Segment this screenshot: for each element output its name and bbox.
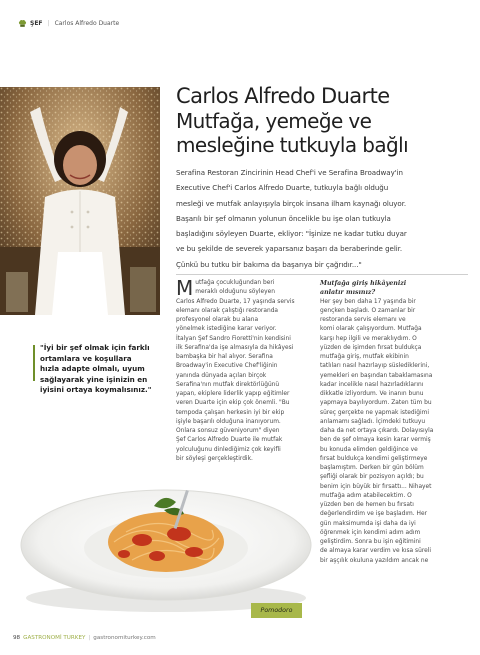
body-line: İtalyan Şef Sandro Fioretti'nin kendisini [176, 335, 291, 342]
lead-line: Executive Chef'i Carlos Alfredo Duarte, tutkuyla bağlı olduğu [176, 183, 389, 193]
lead-line: mesleği ve mutfak anlayışıyla birçok insana ilham kaynağı oluyor. [176, 198, 407, 208]
body-line: gün maksimumda işi daha da iyi [320, 520, 416, 527]
body-line: geliştirdim. Sonra bu işin eğitimini [320, 539, 421, 545]
footer-separator: | [88, 635, 91, 641]
body-line: Serafina'nın mutfak direktörlüğünü [176, 381, 280, 388]
body-line: yönelmek istediğine karar veriyor. [176, 326, 277, 333]
lead-line: Başarılı bir şef olmanın yolunun öncelikle bu işe olan tutkuyla [176, 213, 391, 223]
body-line: yemekleri en başından tabaklamasına [320, 372, 433, 379]
lead-paragraph [176, 165, 468, 272]
body-line: tatlıları nasıl hazırlayıp süslediklerini, [320, 363, 430, 370]
pull-quote [40, 343, 165, 396]
body-line: restoranda servis elemanı ve [320, 317, 406, 323]
body-line: Onlara sonsuz güveniyorum" diyen [176, 428, 280, 434]
divider [176, 274, 468, 275]
body-line: veren Duarte için ekip çok önemli. "Bu [176, 400, 290, 407]
body-line: yapmaya bayılıyordum. Zaten tüm bu [320, 400, 432, 407]
body-line: öğrenmek için kendimi adım adım [320, 529, 421, 536]
lead-line: başladığını söyleyen Duarte, ekliyor: "İşinize ne kadar tutku duyar [176, 229, 407, 239]
body-column-2 [320, 279, 470, 566]
body-column-1 [176, 276, 306, 464]
body-line: bir söyleşi gerçekleştirdik. [176, 455, 253, 462]
body-line: bu konuda elimden geldiğince ve [320, 446, 418, 453]
body-line: mutfağa adım atabilecektim. O [320, 492, 412, 499]
header-person: Carlos Alfredo Duarte [54, 19, 120, 27]
body-line: utfağa çocukluğundan beri [195, 280, 275, 286]
photo-caption: Pomodoro [251, 603, 302, 618]
body-line: karşı hep ilgili ve meraklıydım. O [320, 335, 417, 342]
question-heading: anlatır mısınız? [320, 289, 376, 297]
page-footer [13, 635, 156, 641]
header-separator: | [47, 19, 50, 27]
body-line: fırsat buldukça kendimi geliştirmeye [320, 455, 428, 462]
body-line: ben de şef olmaya kesin karar vermiş [320, 437, 431, 444]
body-line: dikkatle izliyordum. Ve inanın bunu [320, 391, 424, 397]
body-line: anlamamı sağladı. İçimdeki tutkuyu [320, 418, 426, 425]
body-line: yüzden ben de hemen bu fırsatı [320, 502, 414, 508]
article-title [176, 83, 468, 157]
body-line: elemanı olarak çalıştığı restoranda [176, 307, 279, 314]
lead-line: ve bu şekilde de severek yaparsanız başarı da beraberinde gelir. [176, 244, 403, 254]
body-line: Her şey ben daha 17 yaşında bir [320, 298, 416, 305]
magazine-name: GASTRONOMİ TURKEY [23, 635, 86, 641]
body-line: benim için büyük bir fırsattı... Nihayet [320, 483, 432, 490]
body-line: Broadway'in Executive Chef'liğinin [176, 363, 278, 370]
body-line: gençken başladı. O zamanlar bir [320, 307, 416, 314]
quote-line: iyisini ortaya koymalısınız." [40, 385, 152, 395]
chef-hat-icon [18, 19, 27, 28]
body-line: başlamıştım. Derken bir gün bölüm [320, 465, 424, 471]
body-line: Şef Carlos Alfredo Duarte ile mutfak [176, 437, 283, 444]
body-line: Carlos Alfredo Duarte, 17 yaşında servis [176, 298, 295, 305]
body-line: de almaya karar verdim ve kısa süreli [320, 548, 432, 555]
body-line: bambaşka bir hal alıyor. Serafina [176, 354, 273, 360]
body-line: yapan, ekiplere liderlik yapıp eğitimler [176, 391, 290, 397]
quote-line: sağlayarak yine işinizin en [40, 374, 148, 384]
body-line: ilk Serafina'da işe almasıyla da hikâyesi [176, 344, 294, 351]
body-line: bir aşçılık okuluna yazıldım ancak ne [320, 557, 429, 564]
quote-bar [33, 345, 35, 381]
lead-line: Çünkü bu tutku bir bakıma da başarıya bir çağrıdır..." [176, 259, 362, 269]
body-line: süreç gerçekte ne yapmak istediğimi [320, 409, 430, 416]
quote-line: hızla adapte olmalı, uyum [40, 364, 145, 374]
page-number: 98 [13, 635, 21, 641]
question-heading: Mutfağa giriş hikâyenizi [320, 280, 407, 287]
body-line: kadar incelikle nasıl hazırladıklarını [320, 381, 424, 388]
body-line: daha da net ortaya çıkardı. Dolayısıyla [320, 428, 434, 434]
title-line-2: Mutfağa, yemeğe ve [176, 109, 372, 133]
body-line: meraklı olduğunu söyleyen [195, 289, 276, 296]
lead-line: Serafina Restoran Zincirinin Head Chef'i ve Serafina Broadway'in [176, 168, 403, 177]
quote-line: "İyi bir şef olmak için farklı [40, 343, 150, 352]
body-line: tempoda çalışan herkesin iyi bir ekip [176, 409, 285, 416]
body-line: işiyle başarılı olduğuna inanıyorum. [176, 418, 281, 425]
body-line: profesyonel olarak bu alana [176, 317, 259, 323]
title-line-3: mesleğine tutkuyla bağlı [176, 133, 409, 157]
body-line: yanında dünyada açılan birçok [176, 372, 267, 379]
body-line: yüzden de işimden fırsat buldukça [320, 344, 422, 351]
section-label: ŞEF [30, 19, 43, 27]
drop-cap: M [176, 276, 194, 300]
quote-line: ortamlara ve koşullara [40, 353, 132, 363]
running-header [18, 16, 119, 30]
body-line: şefliği olarak bir pozisyon açıldı; bu [320, 474, 424, 481]
body-line: mutfağa giriş, mutfak ekibinin [320, 354, 409, 360]
pasta-dish-photo [14, 470, 314, 615]
body-line: yolculuğunu dinlediğimiz çok keyifli [176, 446, 281, 453]
title-name: Carlos Alfredo Duarte [176, 84, 390, 108]
body-line: değerlendirdim ve işe başladım. Her [320, 511, 428, 518]
website-link[interactable]: gastronomiturkey.com [93, 635, 156, 641]
chef-photo [0, 87, 160, 315]
body-line: komi olarak çalışıyordum. Mutfağa [320, 326, 422, 333]
